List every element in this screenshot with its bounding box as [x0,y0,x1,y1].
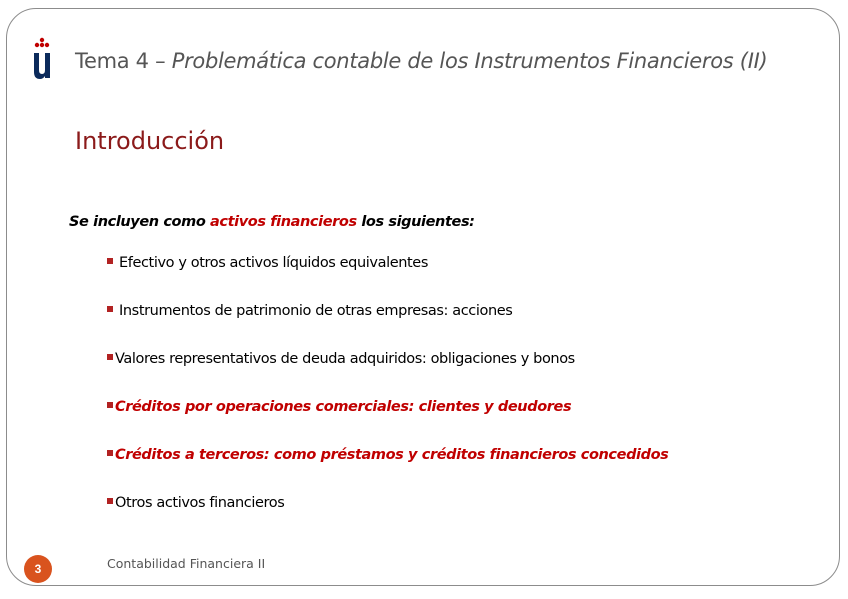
title-prefix: Tema 4 – [75,49,172,73]
square-bullet-icon [107,450,113,456]
list-item-text: Valores representativos de deuda adquiridos: obligaciones y bonos [115,351,575,367]
slide [6,8,840,586]
square-bullet-icon [107,306,113,312]
square-bullet-icon [107,258,113,264]
section-title: Introducción [75,127,225,155]
list-item-text: Créditos por operaciones comerciales: clientes y deudores [115,399,572,415]
square-bullet-icon [107,402,113,408]
intro-before: Se incluyen como [69,214,211,230]
list-item-text: Otros activos financieros [115,495,285,511]
list-item-text: Efectivo y otros activos líquidos equivalentes [119,255,428,271]
list-item-highlighted [107,399,668,447]
asset-list [107,255,668,543]
intro-highlight: activos financieros [210,214,357,230]
list-item-text: Instrumentos de patrimonio de otras empresas: acciones [119,303,513,319]
list-item [107,351,668,399]
list-item-text: Créditos a terceros: como préstamos y créditos financieros concedidos [115,447,669,463]
footer-course-name: Contabilidad Financiera II [107,556,266,571]
square-bullet-icon [107,354,113,360]
square-bullet-icon [107,498,113,504]
list-item [107,303,668,351]
page-number-badge: 3 [24,555,52,583]
intro-after: los siguientes: [356,214,475,230]
title-subtitle: Problemática contable de los Instrumentos Financieros (II) [171,49,768,73]
list-item-highlighted [107,447,668,495]
list-item [107,495,668,543]
intro-sentence [69,214,475,230]
university-logo-icon [32,36,52,84]
list-item [107,255,668,303]
slide-title [75,49,767,73]
